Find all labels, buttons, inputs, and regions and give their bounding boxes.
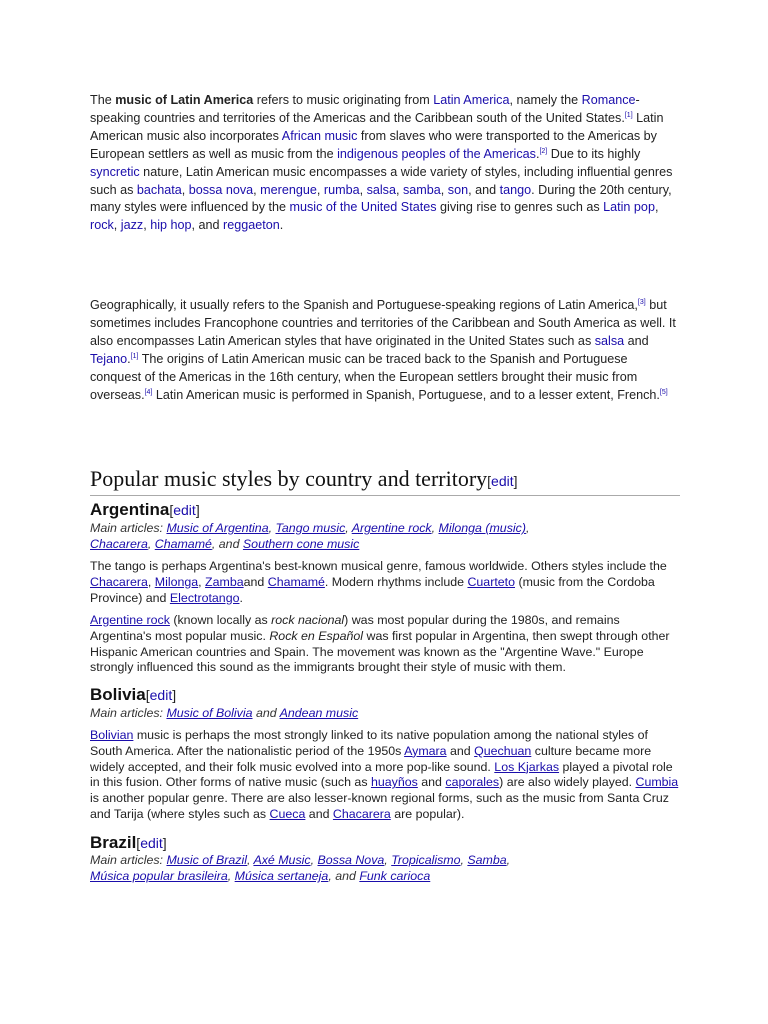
text-run: , <box>395 182 403 197</box>
article-link[interactable]: syncretic <box>90 164 140 179</box>
text-run: , <box>654 200 659 215</box>
text-run: , and <box>328 869 360 883</box>
text-run: , <box>506 853 511 867</box>
text-run: music is perhaps the most strongly linked to its native population among the national styles of South America. After the nationalistic period of the 1950s <box>90 728 648 758</box>
text-run: giving rise to genres such as <box>436 200 604 215</box>
article-link[interactable]: Southern cone music <box>242 537 360 551</box>
article-link[interactable]: Los Kjarkas <box>494 759 560 774</box>
section-heading <box>90 465 680 496</box>
text-run: , <box>227 869 235 883</box>
article-link[interactable]: bossa nova <box>188 182 254 197</box>
article-link[interactable]: Chamamé <box>267 574 325 589</box>
article-link[interactable]: hip hop <box>150 218 192 233</box>
article-link[interactable]: caporales <box>445 775 500 790</box>
article-link[interactable]: indigenous peoples of the Americas <box>337 146 536 161</box>
edit-link-bolivia[interactable]: [edit] <box>145 687 177 703</box>
text-run: and <box>243 574 268 589</box>
paragraph-argentina-1 <box>90 559 680 606</box>
text-run: . <box>535 146 540 161</box>
text-run: ) are also widely played. <box>499 775 636 790</box>
article-link[interactable]: salsa <box>366 182 396 197</box>
section-edit-link[interactable]: [edit] <box>487 473 518 489</box>
text-run: The tango is perhaps Argentina's best-known musical genre, famous worldwide. Others styles include the <box>90 559 667 573</box>
text-run: and <box>624 333 649 348</box>
article-link[interactable]: Samba <box>467 853 507 867</box>
text-run: . <box>127 351 131 366</box>
citation-ref[interactable]: [4] <box>144 388 153 396</box>
article-link[interactable]: Chacarera <box>90 574 148 589</box>
article-link[interactable]: Argentine rock <box>90 613 170 627</box>
article-link[interactable]: Chacarera <box>90 537 148 551</box>
edit-link-brazil[interactable]: [edit] <box>136 835 167 851</box>
article-link[interactable]: bachata <box>136 182 182 197</box>
hatnote-brazil <box>90 852 530 884</box>
article-link[interactable]: Argentine rock <box>351 521 432 535</box>
article-link[interactable]: Tropicalismo <box>391 853 461 867</box>
article-link[interactable]: Cuarteto <box>467 574 515 589</box>
text-run: culture became more widely accepted, and their folk music evolved into a more pop-like sound. <box>90 743 652 774</box>
text-run: Latin American music also incorporates <box>90 110 664 143</box>
text-run: Latin American music is performed in Spanish, Portuguese, and to a lesser extent, French. <box>152 387 660 402</box>
article-link[interactable]: huayños <box>370 775 418 790</box>
article-link[interactable]: rock <box>90 218 114 233</box>
article-link[interactable]: Milonga (music) <box>438 521 526 535</box>
text-run: played a pivotal role in this fusion. Other forms of native music (such as <box>90 759 673 790</box>
text-run: nature, Latin American music encompasses a wide variety of styles, including influential genres such as <box>90 164 673 197</box>
edit-link-argentina[interactable]: [edit] <box>169 502 200 518</box>
article-link[interactable]: Romance <box>581 93 636 107</box>
article-link[interactable]: Bolivian <box>90 728 134 742</box>
text-run: , <box>384 853 392 867</box>
article-link[interactable]: Zamba <box>205 574 244 589</box>
article-link[interactable]: Chacarera <box>332 806 391 821</box>
intro-paragraph-1 <box>90 92 678 235</box>
country-heading-brazil: Brazil[edit] <box>90 833 167 852</box>
text-run: , <box>310 853 318 867</box>
country-heading-bolivia: Bolivia[edit] <box>90 685 177 704</box>
text-run: , <box>268 521 276 535</box>
text-run: , <box>345 521 352 535</box>
hatnote-argentina <box>90 520 530 552</box>
text-run: (known locally as <box>169 613 272 627</box>
text-run: (music from the Cordoba Province) and <box>90 574 655 605</box>
article-link[interactable]: Aymara <box>404 743 447 758</box>
citation-ref[interactable]: [3] <box>637 298 646 306</box>
article-link[interactable]: son <box>447 182 469 197</box>
text-run: The <box>90 93 116 107</box>
italic-text: rock nacional <box>271 613 345 627</box>
text-run: Main articles: <box>90 521 167 535</box>
text-run: . During the 20th century, many styles were influenced by the <box>90 182 672 215</box>
text-run: are popular). <box>390 806 465 821</box>
article-link[interactable]: Tejano <box>90 351 128 366</box>
intro-paragraph-2 <box>90 297 678 404</box>
text-run: and <box>252 706 280 720</box>
article-link[interactable]: music of the United States <box>289 200 437 215</box>
text-run: , namely the <box>509 93 582 107</box>
text-run: but sometimes includes Francophone countries and territories of the Caribbean and South America as well. It also encompasses Latin American styles that have originated in the United States such as <box>90 298 676 348</box>
article-link[interactable]: samba <box>402 182 441 197</box>
article-link[interactable]: Bossa Nova <box>317 853 385 867</box>
citation-ref[interactable]: [5] <box>659 388 668 396</box>
article-link[interactable]: Quechuan <box>474 743 532 758</box>
text-run: refers to music originating from <box>253 93 434 107</box>
article-link[interactable]: Funk carioca <box>359 869 431 883</box>
article-link[interactable]: salsa <box>594 333 625 348</box>
article-link[interactable]: Axé Music <box>253 853 311 867</box>
article-link[interactable]: Music of Bolivia <box>166 706 253 720</box>
text-run: -speaking countries and territories of the Americas and the Caribbean south of the United States. <box>90 93 640 125</box>
section-heading-text: Popular music styles by country and territory <box>90 466 488 491</box>
text-run: The origins of Latin American music can be traced back to the Spanish and Portuguese conquest of the Americas in the 16th century, when the European settlers brought their music from overseas. <box>90 351 638 402</box>
country-heading-argentina: Argentina[edit] <box>90 500 200 519</box>
article-link[interactable]: reggaeton <box>223 218 280 233</box>
text-run: , and <box>211 537 243 551</box>
article-link[interactable]: rumba <box>323 182 360 197</box>
text-run: , <box>440 182 448 197</box>
text-run: Geographically, it usually refers to the Spanish and Portuguese-speaking regions of Latin America, <box>90 298 638 312</box>
text-run: was first popular in Argentina, then swept through other Hispanic American countries and Spain. The movement was known as the "Argentine Wave." Europe strongly influenced this sound as the immigrants brought their style of music with them. <box>90 628 670 675</box>
article-link[interactable]: Music of Brazil <box>166 853 247 867</box>
italic-text: Rock en Español <box>269 628 364 643</box>
article-link[interactable]: African music <box>281 128 358 143</box>
article-link[interactable]: Tango music <box>275 521 346 535</box>
text-run: . <box>279 218 284 233</box>
article-link[interactable]: Latin pop <box>603 200 655 215</box>
article-link[interactable]: Música sertaneja <box>234 869 329 883</box>
citation-ref[interactable]: [1] <box>624 111 633 119</box>
text-run: , <box>316 182 324 197</box>
text-run: from slaves who were transported to the Americas by European settlers as well as music from the <box>90 128 657 161</box>
bold-text: music of Latin America <box>115 93 254 107</box>
article-link[interactable]: Andean music <box>279 706 359 720</box>
text-run: , <box>198 574 206 589</box>
article-link[interactable]: tango <box>499 182 532 197</box>
text-run: , <box>147 537 155 551</box>
article-link[interactable]: Milonga <box>154 574 199 589</box>
text-run: , <box>431 521 439 535</box>
paragraph-argentina-2 <box>90 613 680 676</box>
citation-ref[interactable]: [1] <box>130 352 139 360</box>
text-run: , <box>359 182 367 197</box>
text-run: is another popular genre. There are also lesser-known regional forms, such as the music from Santa Cruz and Tarija (where styles such as <box>90 791 669 821</box>
text-run: , <box>143 218 151 233</box>
text-run: , <box>247 853 254 867</box>
hatnote-bolivia <box>90 705 530 721</box>
article-link[interactable]: Música popular brasileira <box>90 869 228 883</box>
text-run: and <box>305 806 333 821</box>
text-run: ) was most popular during the 1980s, and remains Argentina's most popular music. <box>90 613 620 643</box>
text-run: , <box>253 182 261 197</box>
text-run: , <box>181 182 189 197</box>
article-link[interactable]: merengue <box>260 182 317 197</box>
article-link[interactable]: jazz <box>120 218 144 233</box>
text-run: Main articles: <box>90 853 167 867</box>
text-run: , <box>525 521 530 535</box>
text-run: and <box>446 743 475 758</box>
paragraph-bolivia-1 <box>90 728 680 823</box>
citation-ref[interactable]: [2] <box>539 147 548 155</box>
article-link[interactable]: Latin America <box>433 93 510 107</box>
text-run: , and <box>468 182 500 197</box>
article-link[interactable]: Chamamé <box>154 537 212 551</box>
text-run: , <box>113 218 121 233</box>
text-run: . <box>239 590 243 605</box>
text-run: , <box>460 853 468 867</box>
article-link[interactable]: Cumbia <box>635 775 679 790</box>
article-link[interactable]: Electrotango <box>169 590 240 605</box>
text-run: . Modern rhythms include <box>324 574 468 589</box>
article-link[interactable]: Cueca <box>269 806 306 821</box>
text-run: , and <box>191 218 224 233</box>
article-link[interactable]: Music of Argentina <box>166 521 269 535</box>
text-run: Due to its highly <box>547 146 641 161</box>
text-run: Main articles: <box>90 706 167 720</box>
text-run: , <box>147 574 155 589</box>
text-run: and <box>417 775 446 790</box>
